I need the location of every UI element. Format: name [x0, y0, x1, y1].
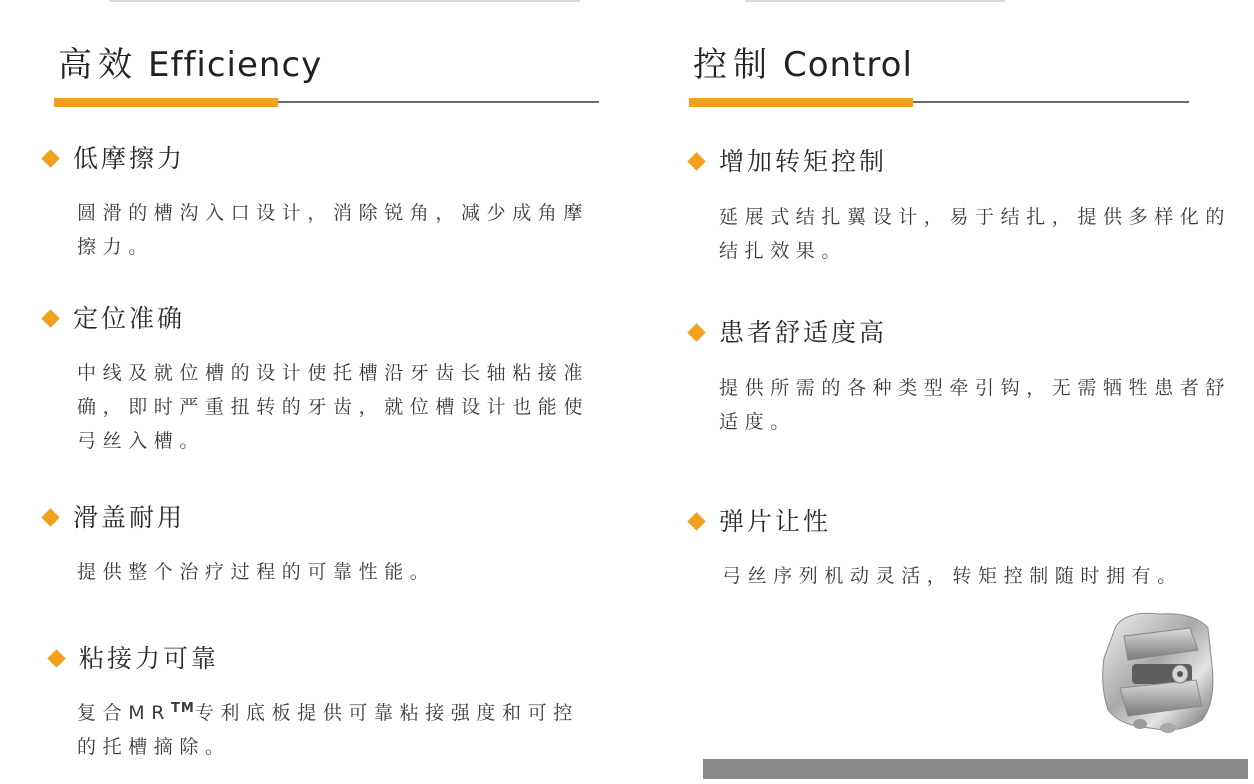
title-underline-accent — [54, 98, 278, 107]
feature-description: 弓丝序列机动灵活，转矩控制随时拥有。 — [722, 565, 1183, 587]
footer-bar — [703, 759, 1248, 779]
section-title-cn: 控制 — [693, 45, 773, 85]
feature-heading — [40, 306, 185, 331]
feature-heading-text: 定位准确 — [73, 304, 186, 333]
section-title-efficiency — [58, 45, 323, 85]
feature-heading — [40, 505, 185, 530]
diamond-bullet-icon — [47, 649, 65, 667]
feature-heading — [686, 509, 831, 534]
diamond-bullet-icon — [687, 323, 705, 341]
feature-heading-text: 弹片让性 — [719, 507, 832, 536]
feature-heading — [686, 149, 887, 174]
section-title-en: Efficiency — [148, 45, 323, 85]
feature-text-part: 专利底板提供可靠粘接强度和可控的托槽摘除。 — [77, 702, 579, 758]
diamond-bullet-icon — [687, 512, 705, 530]
feature-description: 延展式结扎翼设计，易于结扎，提供多样化的结扎效果。 — [719, 206, 1232, 262]
feature-description: 中线及就位槽的设计使托槽沿牙齿长轴粘接准确，即时严重扭转的牙齿，就位槽设计也能使弓丝入槽。 — [77, 362, 590, 452]
top-rule-right — [745, 0, 1005, 2]
feature-description — [77, 696, 589, 764]
section-title-en: Control — [783, 45, 913, 85]
diamond-bullet-icon — [41, 149, 59, 167]
feature-heading — [46, 646, 219, 671]
feature-text-part: 复合MR — [77, 702, 171, 724]
diamond-bullet-icon — [687, 152, 705, 170]
feature-heading — [40, 146, 185, 171]
feature-heading-text: 滑盖耐用 — [73, 503, 186, 532]
top-rule-left — [110, 0, 580, 2]
section-title-cn: 高效 — [58, 45, 138, 85]
feature-description: 提供整个治疗过程的可靠性能。 — [77, 561, 436, 583]
diamond-bullet-icon — [41, 508, 59, 526]
feature-description: 提供所需的各种类型牵引钩，无需牺牲患者舒适度。 — [719, 377, 1232, 433]
feature-heading-text: 低摩擦力 — [73, 144, 186, 173]
feature-heading-text: 患者舒适度高 — [719, 318, 888, 347]
orthodontic-bracket-image — [1098, 606, 1220, 736]
diamond-bullet-icon — [41, 309, 59, 327]
feature-heading — [686, 320, 887, 345]
trademark-mark: TM — [171, 701, 195, 716]
title-underline-accent — [689, 98, 913, 107]
section-title-control — [693, 45, 913, 85]
feature-heading-text: 增加转矩控制 — [719, 147, 888, 176]
feature-heading-text: 粘接力可靠 — [79, 644, 220, 673]
feature-description: 圆滑的槽沟入口设计，消除锐角，减少成角摩擦力。 — [77, 202, 590, 258]
